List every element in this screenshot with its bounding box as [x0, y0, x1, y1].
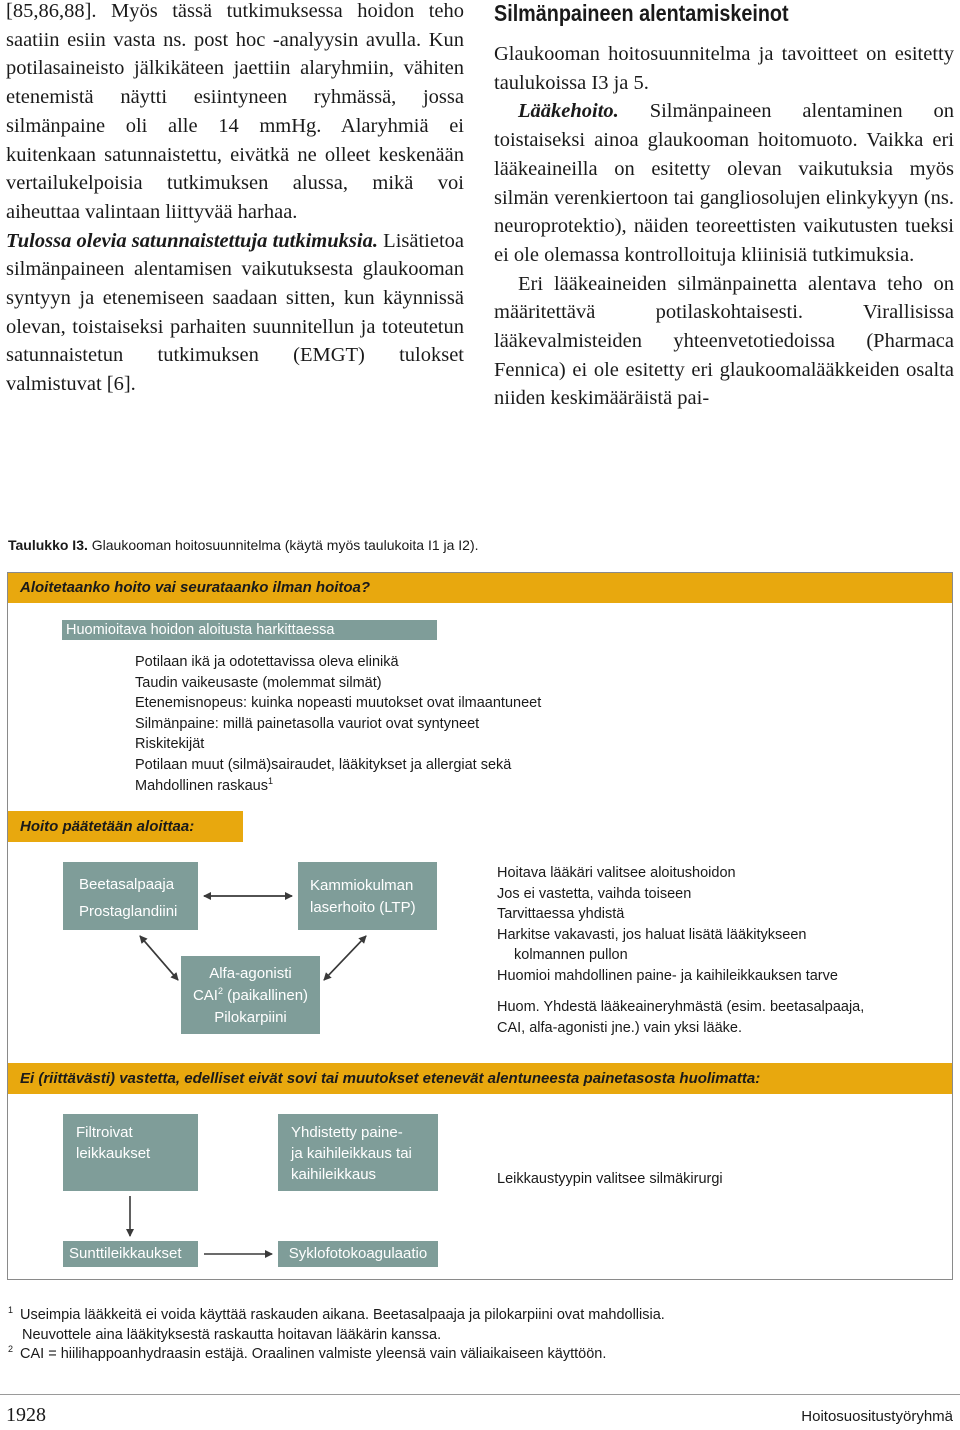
note-line: Huom. Yhdestä lääkeaineryhmästä (esim. beetasalpaaja,: [497, 999, 865, 1015]
box-line: laserhoito (LTP): [310, 899, 416, 916]
box-line: ja kaihileikkaus tai: [291, 1145, 412, 1162]
box-laserhoito: [298, 862, 437, 930]
consider-item: Etenemisnopeus: kuinka nopeasti muutokset ovat ilmaantuneet: [135, 695, 542, 712]
right-paragraph-1: Glaukooman hoitosuunnitelma ja tavoitteet on esitetty taulukoissa I3 ja 5.: [494, 43, 954, 94]
instruction-item: kolmannen pullon: [514, 947, 628, 964]
consider-item: Taudin vaikeusaste (molemmat silmät): [135, 674, 382, 691]
right-text-column: [494, 0, 954, 413]
footnote-text: Useimpia lääkkeitä ei voida käyttää raskauden aikana. Beetasalpaaja ja pilokarpiini ovat mahdollisia.: [20, 1307, 665, 1323]
instruction-item: Harkitse vakavasti, jos haluat lisätä lääkitykseen: [497, 926, 807, 943]
table-caption-text: Glaukooman hoitosuunnitelma (käytä myös taulukoita I1 ja I2).: [91, 537, 479, 553]
surgeon-note: Leikkaustyypin valitsee silmäkirurgi: [497, 1171, 723, 1187]
footer-journal: Hoitosuositustyöryhmä: [801, 1408, 953, 1425]
band-start-question: Aloitetaanko hoito vai seurataanko ilman hoitoa?: [8, 573, 952, 603]
right-paragraph-3: Eri lääkeaineiden silmänpainetta alentava teho on määritettävä potilaskohtaisesti. Virallisissa lääkevalmisteiden yhteenvetotiedoissa (Pharmaca Fennica) ei ole esitetty eri glaukoomalääkkeiden osalta niiden keskimääräistä pai-: [494, 272, 954, 410]
consider-item-text: Mahdollinen raskaus: [135, 777, 268, 794]
box-line: Pilokarpiini: [214, 1009, 287, 1026]
box-syklofotokoagulaatio: Syklofotokoagulaatio: [278, 1241, 438, 1267]
footer-divider: [0, 1394, 960, 1395]
italic-lead-laakehoito: Lääkehoito.: [518, 100, 619, 123]
box-line: leikkaukset: [76, 1145, 151, 1162]
footnote-text: CAI = hiilihappoanhydraasin estäjä. Oraalinen valmiste yleensä vain väliaikaiseen käyttöön.: [20, 1346, 607, 1362]
left-paragraph-2: [6, 227, 464, 399]
consider-title: Huomioitava hoidon aloitusta harkittaessa: [62, 620, 437, 640]
instruction-item: Huomioi mahdollinen paine- ja kaihileikkauksen tarve: [497, 967, 838, 984]
box-line: [181, 985, 320, 1007]
page-number: 1928: [6, 1404, 46, 1426]
band-no-response: Ei (riittävästi) vastetta, edelliset eivät sovi tai muutokset etenevät alentuneesta painetasosta huolimatta:: [8, 1063, 952, 1094]
note-line: CAI, alfa-agonisti jne.) vain yksi lääke.: [497, 1019, 742, 1036]
instruction-item: Tarvittaessa yhdistä: [497, 906, 625, 923]
note-one-drug: [497, 997, 864, 1038]
section-heading: Silmänpaineen alentamiskeinot: [494, 0, 789, 26]
box-alfa-agonisti: [181, 956, 320, 1034]
table-label: Taulukko I3.: [8, 537, 88, 553]
box-line: Prostaglandiini: [79, 903, 178, 920]
box-sunttileikkaukset: Sunttileikkaukset: [63, 1241, 198, 1267]
instruction-item: Hoitava lääkäri valitsee aloitushoidon: [497, 865, 736, 881]
instruction-list: [497, 863, 838, 987]
cai-label: CAI: [192, 987, 218, 1004]
right-paragraph-2: [494, 97, 954, 269]
footnote: 1 Useimpia lääkkeitä ei voida käyttää raskauden aikana. Beetasalpaaja ja pilokarpiini ovat mahdollisia.: [8, 1305, 665, 1323]
table-caption: [8, 537, 479, 553]
box-line: kaihileikkaus: [291, 1166, 377, 1183]
box-filtroivat-leikkaukset: [63, 1114, 198, 1191]
footnote-ref: 2: [217, 986, 223, 996]
footnotes: [8, 1306, 665, 1365]
left-paragraph-1: [85,86,88]. Myös tässä tutkimuksessa hoidon teho saatiin esiin vasta ns. post hoc -analyysin avulla. Kun potilasaineisto jälkikäteen jaettiin alaryhmiin, vähiten etenemistä näytti esiintyneen ryhmässä, jossa silmänpaine oli alle 14 mmHg. Alaryhmiä ei kuitenkaan satunnaistettu, eivätkä ne olleet keskenään vertailukelpoisia tutkimuksen alussa, mikä voi aiheuttaa valintaan liittyvää harhaa.: [6, 0, 464, 223]
consider-item: Silmänpaine: millä painetasolla vauriot ovat syntyneet: [135, 715, 480, 732]
box-line: Kammiokulman: [310, 877, 414, 894]
box-beetasalpaaja-prostaglandiini: [63, 862, 198, 930]
left-text-column: [6, 0, 464, 399]
consider-item: Potilaan muut (silmä)sairaudet, lääkitykset ja allergiat sekä: [135, 756, 512, 773]
box-yhdistetty-leikkaus: [278, 1114, 438, 1191]
footnote-text: Neuvottele aina lääkityksestä raskautta hoitavan lääkärin kanssa.: [22, 1326, 442, 1343]
consider-item: Potilaan ikä ja odotettavissa oleva elinikä: [135, 654, 399, 670]
consider-item: [135, 776, 541, 797]
box-line: Alfa-agonisti: [209, 965, 292, 982]
consider-item: Riskitekijät: [135, 736, 205, 753]
consider-list: [135, 652, 541, 796]
footnote-ref: 1: [268, 775, 274, 786]
box-line: Yhdistetty paine-: [291, 1124, 403, 1141]
right-paragraph-2-text: Silmänpaineen alentaminen on toistaiseksi ainoa glaukooman hoitomuoto. Vaikka eri lääkeaineilla on esitetty olevan vaikutuksia myös silmän verenkiertoon tai gangliosolujen elinkykyyn (ns. neuroprotektio), näiden teoreettisten vaikutusten tueksi ei ole olemassa kontrolloituja kliinisiä tutkimuksia.: [494, 100, 955, 266]
footnote: 2 CAI = hiilihappoanhydraasin estäjä. Oraalinen valmiste yleensä vain väliaikaiseen käyttöön.: [8, 1344, 607, 1362]
instruction-item: Jos ei vastetta, vaihda toiseen: [497, 885, 692, 902]
box-line: Beetasalpaaja: [79, 876, 175, 893]
box-line: Filtroivat: [76, 1124, 133, 1141]
cai-rest: (paikallinen): [222, 987, 309, 1004]
italic-lead: Tulossa olevia satunnaistettuja tutkimuksia.: [6, 229, 378, 252]
band-treatment-start: Hoito päätetään aloittaa:: [8, 811, 243, 842]
left-paragraph-2-text: Lisätietoa silmänpaineen alentamisen vaikutuksesta glaukooman syntyyn ja etenemiseen saadaan sitten, kun käynnissä olevan, toistaiseksi parhaiten suunnitellun ja toteutetun satunnaistetun tutkimuksen (EMGT) tulokset valmistuvat [6].: [6, 229, 465, 396]
footnote: [8, 1326, 665, 1346]
